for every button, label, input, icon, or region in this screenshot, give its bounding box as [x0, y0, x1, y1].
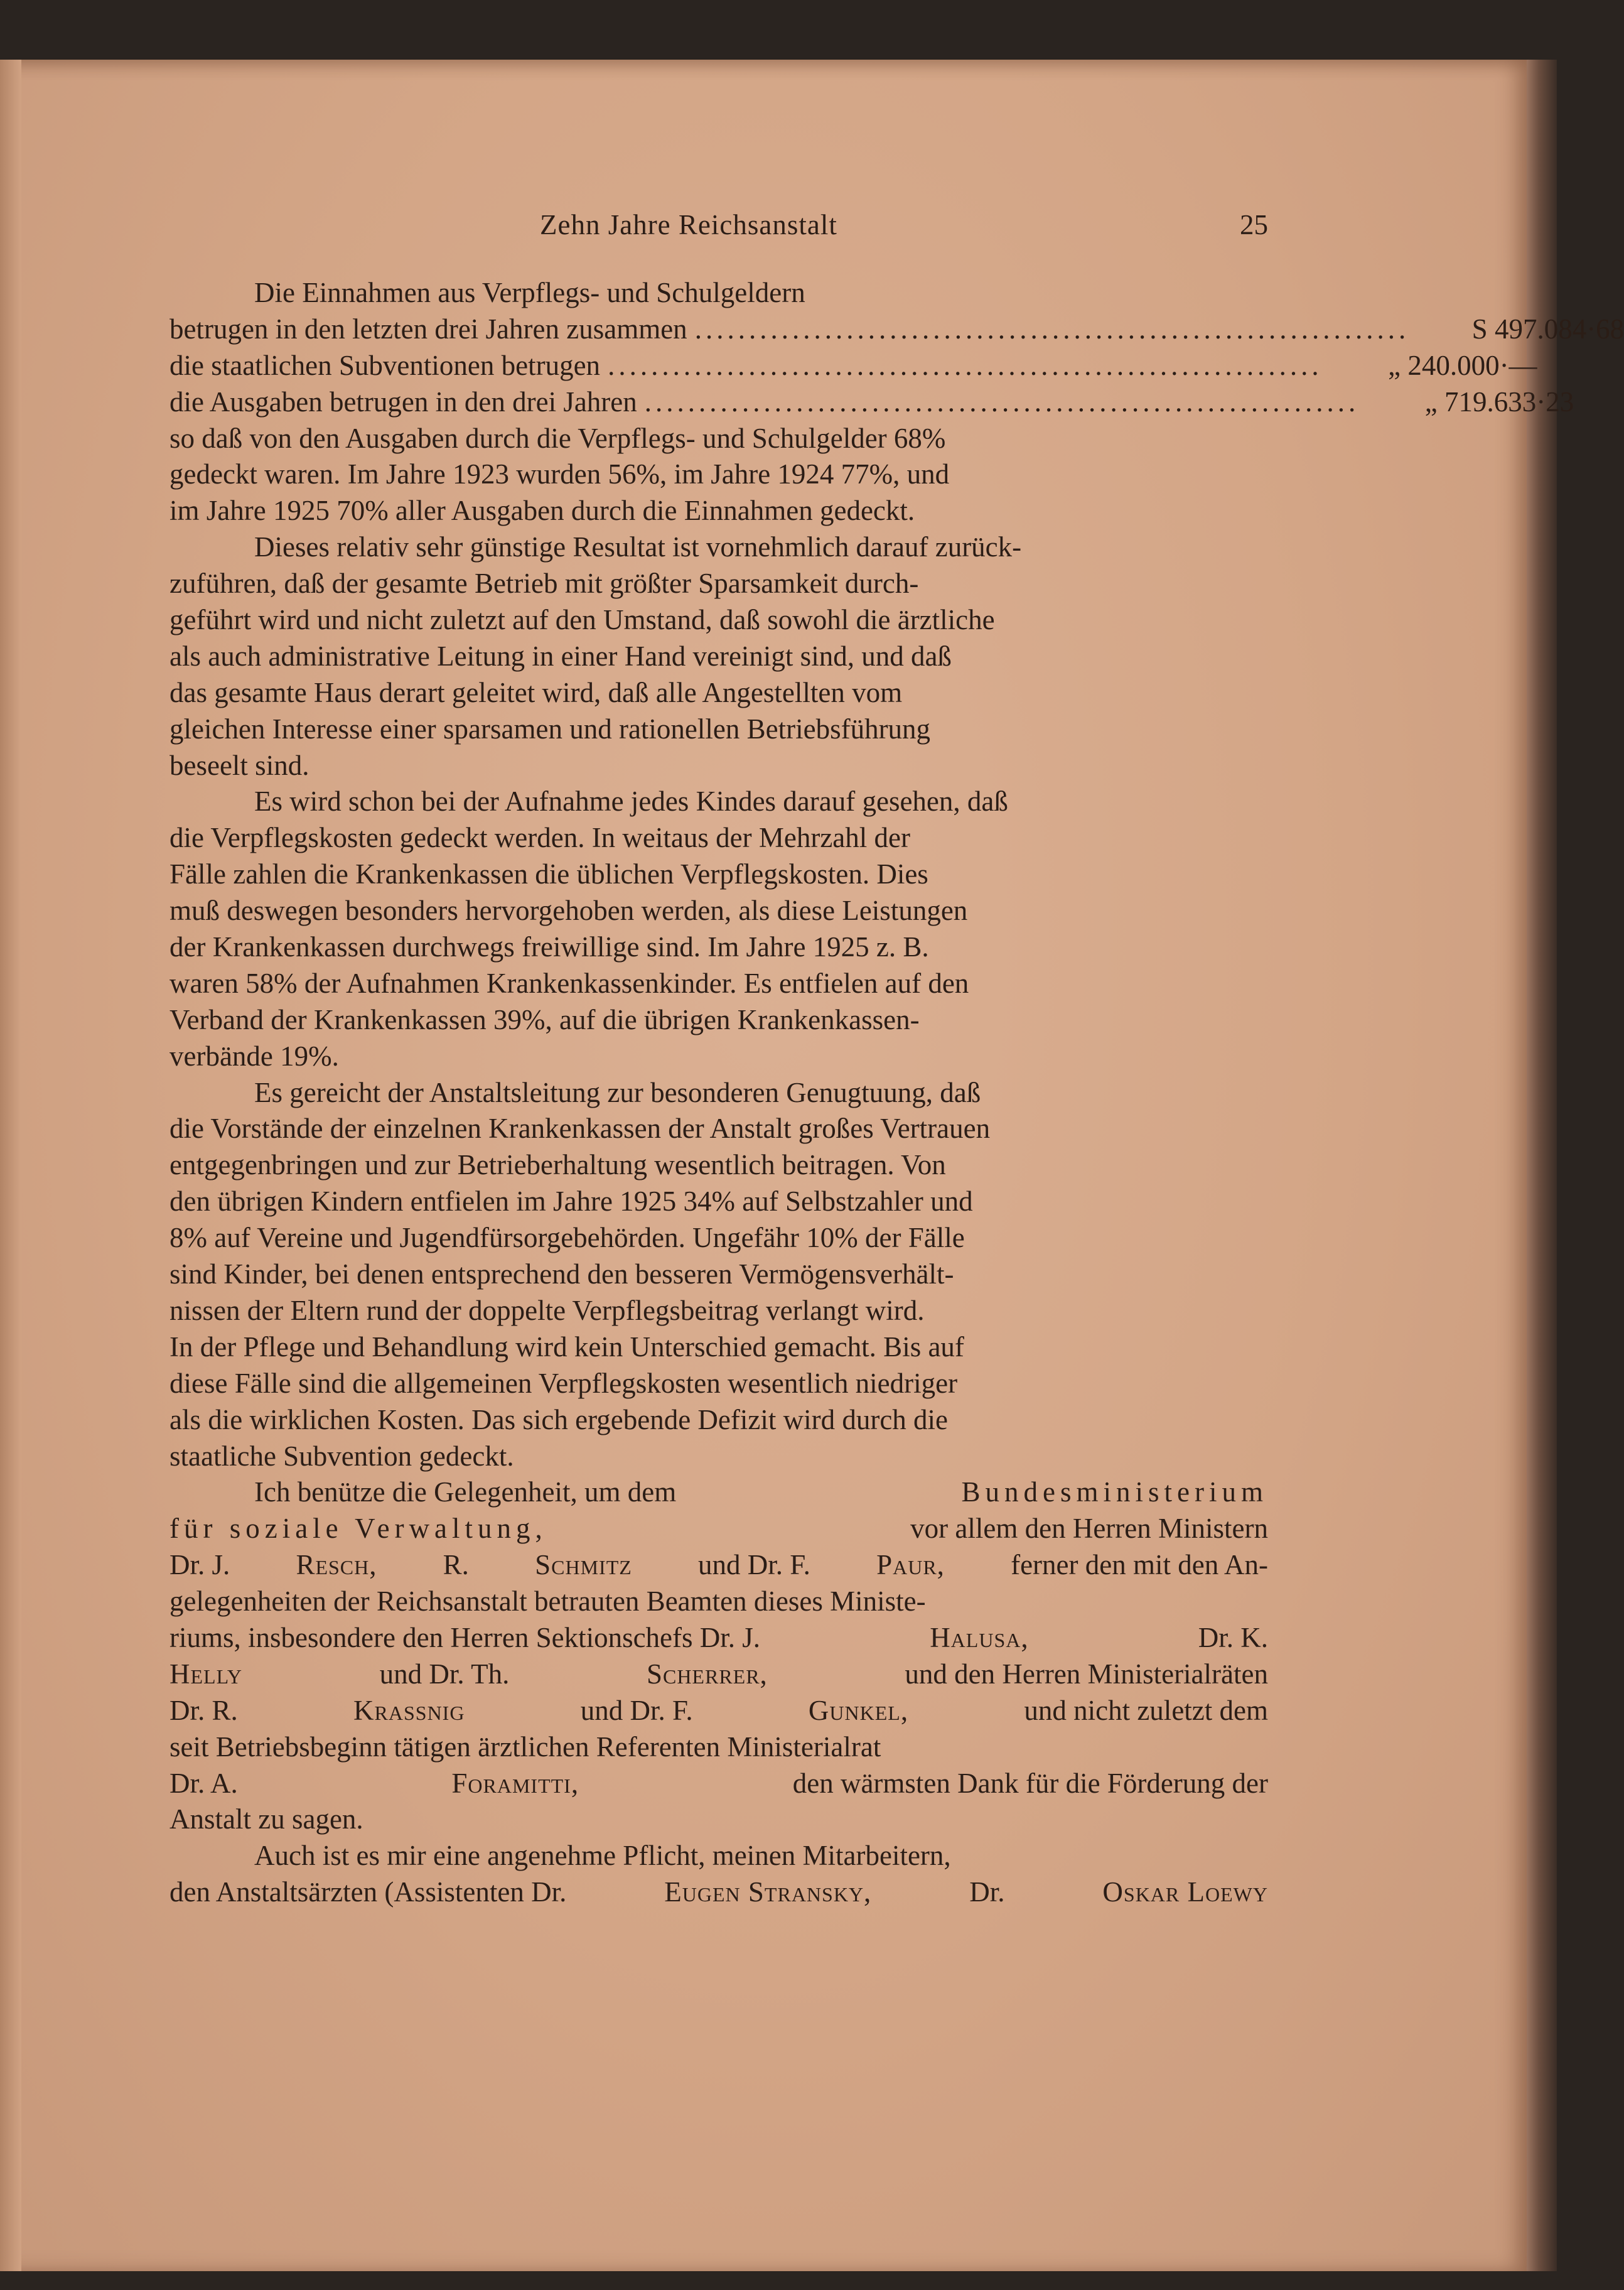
- text-line: das gesamte Haus derart geleitet wird, daß alle Angestellten vom: [169, 676, 903, 708]
- person-name: Halusa,: [930, 1621, 1029, 1653]
- text-line: gedeckt waren. Im Jahre 1923 wurden 56%, im Jahre 1924 77%, und: [169, 458, 950, 490]
- running-title: Zehn Jahre Reichsanstalt: [540, 209, 837, 240]
- text-line: Dr. J. Resch, R. Schmitz und Dr. F. Paur, ferner den mit den An-: [169, 1547, 1268, 1584]
- paragraph-first-line: Dieses relativ sehr günstige Resultat ist vornehmlich darauf zurück-: [254, 531, 1022, 563]
- person-name: Schmitz: [535, 1549, 632, 1581]
- finance-intro: Die Einnahmen aus Verpflegs- und Schulgeldern: [254, 277, 805, 308]
- text-line: Verband der Krankenkassen 39%, auf die übrigen Krankenkassen-: [169, 1003, 920, 1035]
- text-line: waren 58% der Aufnahmen Krankenkassenkinder. Es entfielen auf den: [169, 967, 969, 999]
- person-name: Gunkel,: [808, 1694, 909, 1726]
- text-line: gleichen Interesse einer sparsamen und rationellen Betriebsführung: [169, 713, 931, 745]
- book-binding-shadow: [0, 60, 21, 2271]
- text-line: riums, insbesondere den Herren Sektionschefs Dr. J. Halusa, Dr. K.: [169, 1620, 1268, 1656]
- paragraph-first-line: Es gereicht der Anstaltsleitung zur besonderen Genugtuung, daß: [254, 1076, 981, 1108]
- text-line: den übrigen Kindern entfielen im Jahre 1925 34% auf Selbstzahler und: [169, 1186, 973, 1218]
- text-line: 8% auf Vereine und Jugendfürsorgebehörden. Ungefähr 10% der Fälle: [169, 1222, 965, 1254]
- finance-row: betrugen in den letzten drei Jahren zusammen .................................................................. S 497.084·68: [169, 311, 1268, 348]
- text-line: zuführen, daß der gesamte Betrieb mit größter Sparsamkeit durch-: [169, 568, 919, 600]
- text-line: verbände 19%.: [169, 1040, 339, 1072]
- text-line: entgegenbringen und zur Betrieberhaltung wesentlich beitragen. Von: [169, 1149, 946, 1181]
- running-header: [169, 207, 1268, 245]
- paragraph-first-line: Ich benütze die Gelegenheit, um dem Bundesministerium: [169, 1474, 1268, 1511]
- text-line: muß deswegen besonders hervorgehoben werden, als diese Leistungen: [169, 895, 968, 927]
- text-line: sind Kinder, bei denen entsprechend den besseren Vermögensverhält-: [169, 1258, 954, 1290]
- finance-amount: „ 240.000·—: [1388, 349, 1537, 381]
- text-line: den Anstaltsärzten (Assistenten Dr. Eugen Stransky, Dr. Oskar Loewy: [169, 1874, 1268, 1911]
- finance-row: die Ausgaben betrugen in den drei Jahren .................................................................. „ 719.633·23: [169, 384, 1268, 421]
- text-line: staatliche Subvention gedeckt.: [169, 1440, 514, 1472]
- person-name: Helly: [169, 1658, 243, 1690]
- person-name: Krassnig: [353, 1694, 465, 1726]
- text-line: nissen der Eltern rund der doppelte Verpflegsbeitrag verlangt wird.: [169, 1294, 925, 1326]
- text-line: gelegenheiten der Reichsanstalt betrauten Beamten dieses Ministe-: [169, 1585, 926, 1618]
- finance-amount: S 497.084·68: [1471, 313, 1624, 345]
- text-line: die Vorstände der einzelnen Krankenkassen der Anstalt großes Vertrauen: [169, 1113, 991, 1145]
- text-line: seit Betriebsbeginn tätigen ärztlichen Referenten Ministerialrat: [169, 1731, 881, 1763]
- text-line: Helly und Dr. Th. Scherrer, und den Herren Ministerialräten: [169, 1656, 1268, 1693]
- person-name: Paur,: [876, 1549, 945, 1581]
- text-line: so daß von den Ausgaben durch die Verpflegs- und Schulgelder 68%: [169, 422, 946, 454]
- finance-row: die staatlichen Subventionen betrugen .................................................................. „ 240.000·—: [169, 348, 1268, 384]
- spaced-ministry-name: Bundesministerium: [961, 1476, 1268, 1508]
- person-name: Eugen Stransky,: [664, 1876, 872, 1908]
- text-line: In der Pflege und Behandlung wird kein Unterschied gemacht. Bis auf: [169, 1331, 964, 1363]
- text-line: die Verpflegskosten gedeckt werden. In weitaus der Mehrzahl der: [169, 822, 910, 854]
- text-line: der Krankenkassen durchwegs freiwillige sind. Im Jahre 1925 z. B.: [169, 931, 929, 963]
- text-line: Anstalt zu sagen.: [169, 1803, 363, 1835]
- text-line: Dr. A. Foramitti, den wärmsten Dank für die Förderung der: [169, 1766, 1268, 1802]
- person-name: Scherrer,: [646, 1658, 768, 1690]
- person-name: Oskar Loewy: [1102, 1876, 1268, 1908]
- text-line: als auch administrative Leitung in einer Hand vereinigt sind, und daß: [169, 640, 952, 672]
- text-line: für soziale Verwaltung, vor allem den Herren Ministern: [169, 1511, 1268, 1547]
- page-number: 25: [1240, 209, 1268, 240]
- paragraph-first-line: Auch ist es mir eine angenehme Pflicht, meinen Mitarbeitern,: [254, 1840, 951, 1872]
- text-line: geführt wird und nicht zuletzt auf den Umstand, daß sowohl die ärztliche: [169, 604, 995, 636]
- text-line: beseelt sind.: [169, 749, 309, 781]
- text-line: im Jahre 1925 70% aller Ausgaben durch die Einnahmen gedeckt.: [169, 495, 915, 527]
- person-name: Foramitti,: [451, 1767, 579, 1799]
- spaced-ministry-name: für soziale Verwaltung,: [169, 1513, 547, 1545]
- text-line: Fälle zahlen die Krankenkassen die üblichen Verpflegskosten. Dies: [169, 858, 928, 890]
- text-line: diese Fälle sind die allgemeinen Verpflegskosten wesentlich niedriger: [169, 1367, 958, 1399]
- paragraph-first-line: Es wird schon bei der Aufnahme jedes Kindes darauf gesehen, daß: [254, 786, 1008, 818]
- text-line: als die wirklichen Kosten. Das sich ergebende Defizit wird durch die: [169, 1403, 949, 1435]
- page-text-block: [169, 207, 1624, 1911]
- finance-amount: „ 719.633·23: [1424, 386, 1574, 418]
- text-line: Dr. R. Krassnig und Dr. F. Gunkel, und nicht zuletzt dem: [169, 1693, 1268, 1729]
- person-name: Resch,: [296, 1549, 377, 1581]
